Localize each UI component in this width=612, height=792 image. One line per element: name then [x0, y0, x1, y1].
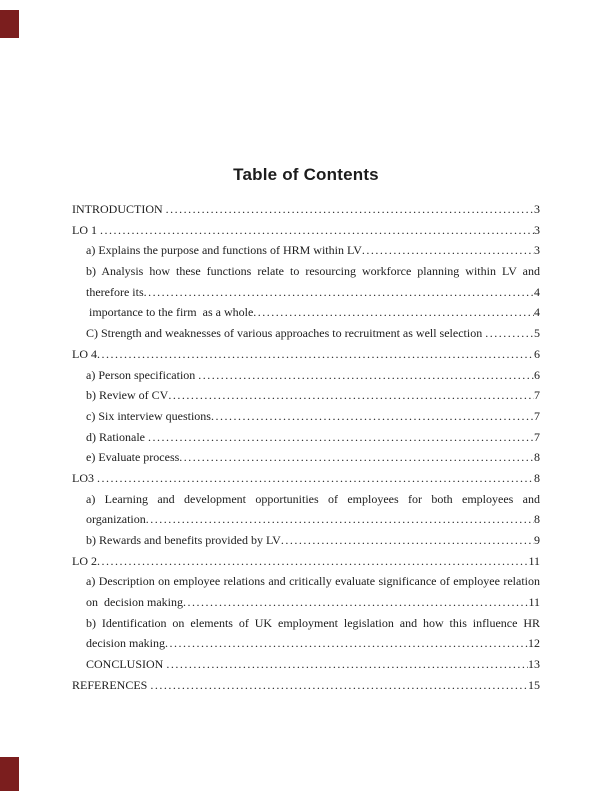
toc-row: [72, 220, 540, 241]
toc-entry-text: a) Person specification: [86, 367, 199, 382]
toc-entry-text: importance to the firm as a whole: [86, 305, 254, 320]
toc-page-number: 11: [528, 595, 540, 610]
toc-page-number: 8: [534, 450, 540, 465]
toc-row: [72, 302, 540, 323]
toc-row: [72, 406, 540, 427]
toc-row: [72, 592, 540, 613]
toc-entry-text: C) Strength and weaknesses of various approaches to recruitment as well selection: [86, 326, 486, 341]
toc-page-number: 6: [534, 346, 540, 361]
toc-entry-text: INTRODUCTION: [72, 202, 166, 216]
toc-entry-text: REFERENCES: [72, 677, 151, 692]
toc-leader-dots: [146, 509, 534, 530]
toc-leader-dots: [253, 302, 534, 323]
toc-entry-text: a) Explains the purpose and functions of HRM within LV: [86, 243, 362, 258]
toc-leader-dots: [168, 385, 534, 406]
corner-mark-top: [0, 10, 19, 38]
toc-leader-dots: [362, 240, 534, 261]
toc-row: [72, 509, 540, 530]
toc-page-number: 8: [534, 512, 540, 527]
toc-row: [72, 447, 540, 468]
toc-leader-dots: [144, 282, 534, 303]
toc-page-number: 7: [534, 429, 540, 444]
toc-page-number: 5: [534, 326, 540, 341]
toc-row: [72, 530, 540, 551]
toc-row: [72, 551, 540, 572]
toc-page-number: 13: [528, 657, 540, 672]
toc-leader-dots: [179, 447, 534, 468]
toc-leader-dots: [485, 323, 534, 344]
toc-row: [72, 633, 540, 654]
toc-row: [72, 675, 540, 696]
toc-page-number: 3: [534, 222, 540, 237]
toc-entry-text: a) Description on employee relations and critically evaluate significance of employee relation: [86, 574, 540, 589]
toc-page-number: 3: [534, 202, 540, 216]
toc-leader-dots: [165, 633, 528, 654]
table-of-contents: [72, 199, 540, 696]
toc-row: [72, 468, 540, 489]
toc-page-number: 6: [534, 367, 540, 382]
toc-page-number: 3: [534, 243, 540, 258]
toc-page-number: 9: [534, 533, 540, 547]
toc-page-number: 12: [528, 636, 540, 651]
toc-page-number: 7: [534, 388, 540, 403]
toc-row: [72, 427, 540, 448]
toc-leader-dots: [198, 365, 534, 386]
toc-row: [72, 282, 540, 303]
toc-entry-text: b) Analysis how these functions relate to resourcing workforce planning within LV and: [86, 264, 540, 279]
toc-page-number: 8: [534, 470, 540, 485]
toc-page-number: 7: [534, 408, 540, 423]
page-title: Table of Contents: [233, 165, 379, 184]
toc-leader-dots: [183, 592, 528, 613]
toc-row: [72, 240, 540, 261]
toc-entry-text: b) Rewards and benefits provided by LV: [86, 533, 281, 547]
toc-row: [72, 654, 540, 675]
toc-entry-text: on decision making: [86, 595, 183, 610]
toc-row: [72, 613, 540, 634]
toc-row: [72, 344, 540, 365]
toc-leader-dots: [97, 468, 534, 489]
toc-row: [72, 323, 540, 344]
toc-row: [72, 199, 540, 220]
toc-entry-text: decision making: [86, 636, 165, 651]
toc-leader-dots: [281, 530, 534, 551]
toc-entry-text: b) Identification on elements of UK employment legislation and how this influence HR: [86, 615, 540, 630]
toc-entry-text: b) Review of CV: [86, 388, 169, 403]
toc-entry-text: LO 1: [72, 222, 100, 237]
toc-row: [72, 489, 540, 510]
toc-entry-text: e) Evaluate process: [86, 450, 180, 465]
toc-page-number: 4: [534, 284, 540, 299]
toc-row: [72, 571, 540, 592]
toc-page-number: 4: [534, 305, 540, 320]
toc-leader-dots: [166, 654, 528, 675]
toc-entry-text: LO 4: [72, 346, 97, 361]
toc-row: [72, 385, 540, 406]
toc-leader-dots: [148, 427, 534, 448]
toc-leader-dots: [97, 551, 528, 572]
toc-row: [72, 261, 540, 282]
toc-entry-text: d) Rationale: [86, 429, 148, 444]
toc-page-number: 11: [528, 553, 540, 568]
toc-leader-dots: [166, 199, 534, 220]
toc-page-number: 15: [528, 677, 540, 692]
toc-row: [72, 365, 540, 386]
toc-entry-text: organization: [86, 512, 146, 527]
corner-mark-bottom: [0, 757, 19, 791]
toc-entry-text: c) Six interview questions: [86, 408, 211, 423]
toc-entry-text: therefore its: [86, 284, 144, 299]
toc-leader-dots: [97, 344, 534, 365]
toc-entry-text: LO 2: [72, 553, 97, 568]
toc-leader-dots: [100, 220, 534, 241]
toc-entry-text: a) Learning and development opportunities of employees for both employees and: [86, 491, 540, 506]
toc-entry-text: LO3: [72, 470, 97, 485]
toc-leader-dots: [150, 675, 528, 696]
toc-entry-text: CONCLUSION: [86, 657, 167, 672]
toc-leader-dots: [211, 406, 534, 427]
